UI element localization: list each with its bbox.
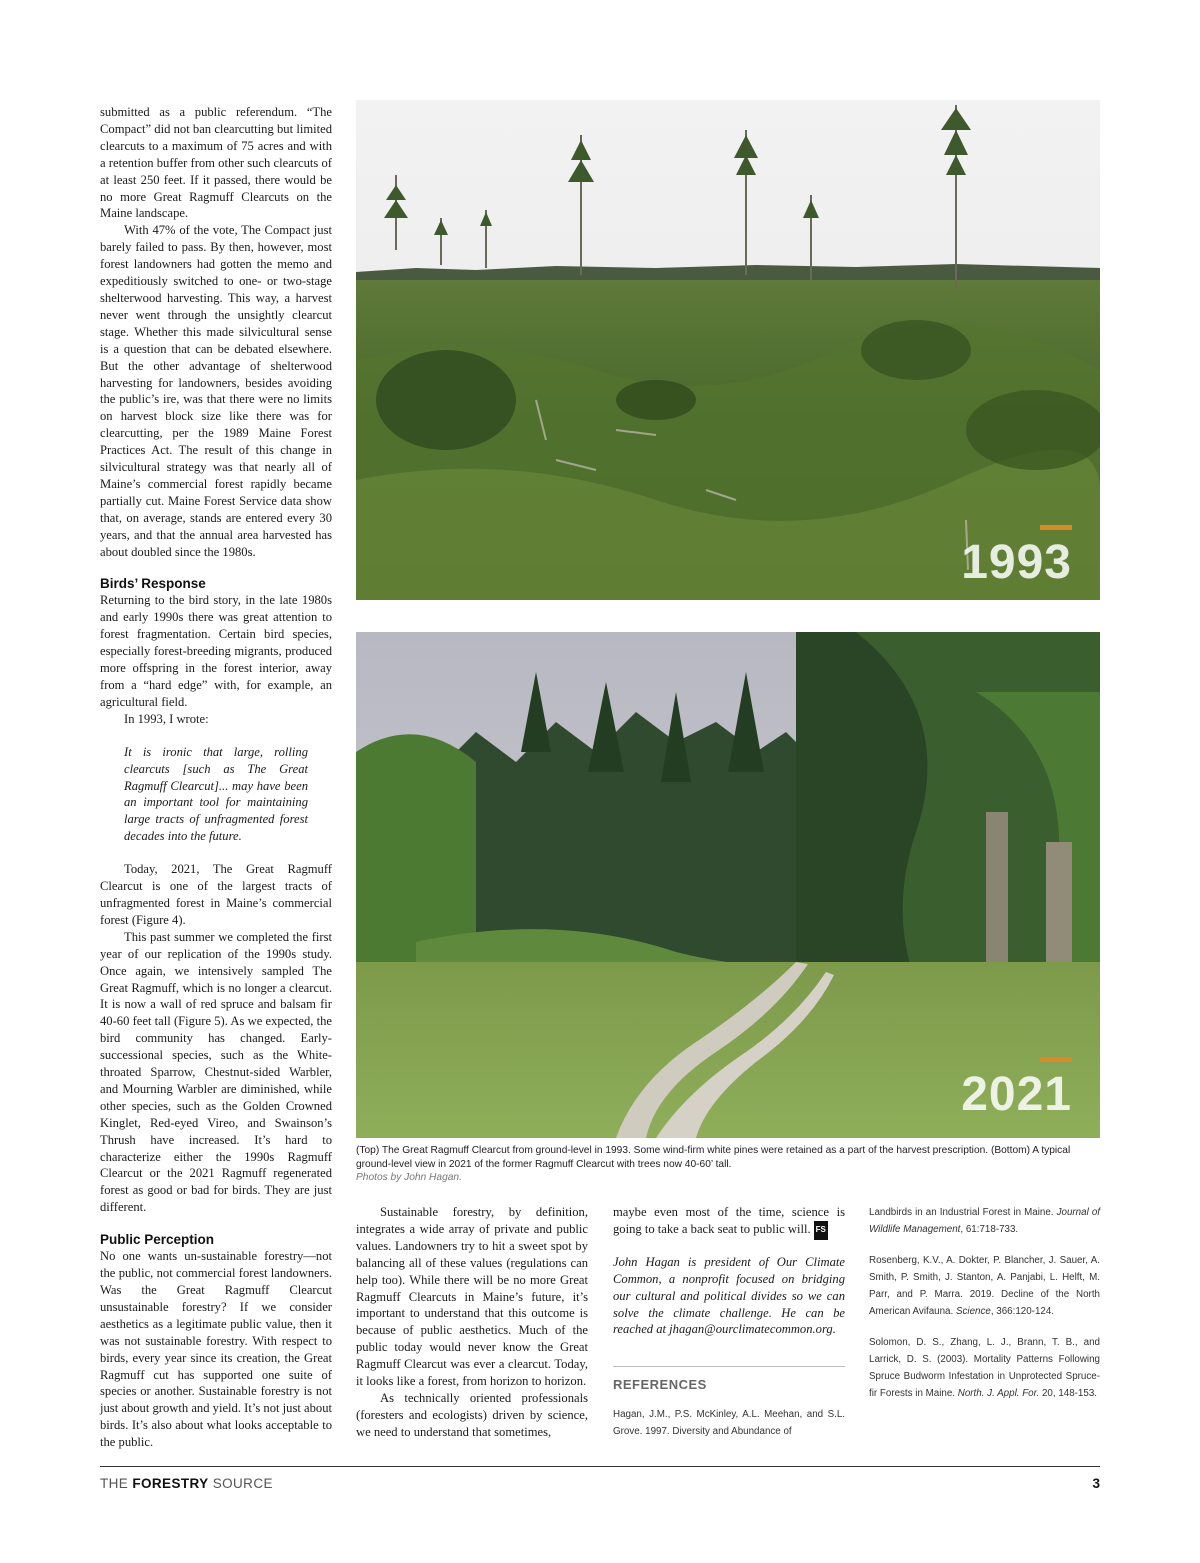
block-quote: It is ironic that large, rolling clearcuts [such as The Great Ragmuff Clearcut]... may have been an important tool for maintaining large tracts of unfragmented forest decades into the future. — [124, 744, 308, 844]
year-label-2021: 2021 — [961, 1068, 1072, 1121]
year-accent-bar — [1040, 1057, 1072, 1062]
references-heading: REFERENCES — [613, 1366, 845, 1392]
reference-text: , 61:718-733. — [960, 1224, 1019, 1235]
publication-name-forestry: FORESTRY — [132, 1476, 209, 1491]
page-number: 3 — [1092, 1476, 1100, 1491]
year-accent-bar — [1040, 525, 1072, 530]
middle-column — [356, 1204, 588, 1441]
clearcut-landscape-image — [356, 100, 1100, 600]
reference-journal: Journal of Wildlife Management — [869, 1207, 1100, 1235]
photo-credit: Photos by John Hagan. — [356, 1172, 462, 1183]
reference-item — [869, 1334, 1100, 1402]
photo-1993-clearcut — [356, 100, 1100, 600]
references-column — [869, 1204, 1100, 1416]
body-paragraph: Returning to the bird story, in the late 1980s and early 1990s there was great attention to forest fragmentation. Certain bird species, especially forest-breeding migrants, produced more offspring in the forest interior, away from a “hard edge” with, for example, an agricultural field. — [100, 593, 332, 709]
body-paragraph — [613, 1204, 845, 1240]
footer-divider — [100, 1466, 1100, 1467]
body-paragraph: Today, 2021, The Great Ragmuff Clearcut is one of the largest tracts of unfragmented forest in Maine’s commercial forest (Figure 4). — [100, 862, 332, 927]
body-paragraph: Sustainable forestry, by definition, integrates a wide array of private and public values. Landowners try to hit a sweet spot by balancing all of these values (regulations can help too). While there will be no more Great Ragmuff Clearcuts in Maine’s future, it’s important to understand that this outcome is because of public aesthetics. Much of the public today would never know the Great Ragmuff Clearcut was ever a clearcut. Today, it looks like a forest, from horizon to horizon. — [356, 1205, 588, 1389]
photo-caption — [356, 1144, 1100, 1185]
body-paragraph: In 1993, I wrote: — [124, 711, 209, 726]
closing-sentence: maybe even most of the time, science is going to take a back seat to public will. — [613, 1205, 845, 1236]
body-paragraph: This past summer we completed the first year of our replication of the 1990s study. Once again, we intensively sampled The Great Ragmuff, which is no longer a clearcut. It is now a wall of red spruce and balsam fir 40-60 feet tall (Figure 5). As we expected, the bird community has changed. Early-successional species, such as the White-throated Sparrow, Chestnut-sided Warbler, and Mourning Warbler are diminished, while other species, such as the Golden Crowned Kinglet, Red-eyed Vireo, and Swainson’s Thrush have increased. It’s hard to characterize either the 1990s Ragmuff Clearcut or the 2021 Ragmuff regenerated forest as good or bad for birds. They are just different. — [100, 929, 332, 1215]
reference-journal: Science — [955, 1306, 991, 1317]
body-paragraph: As technically oriented professionals (foresters and ecologists) driven by science, we need to understand that sometimes, — [356, 1390, 588, 1439]
fs-end-mark: FS — [814, 1221, 828, 1240]
reference-item: Hagan, J.M., P.S. McKinley, A.L. Meehan, and S.L. Grove. 1997. Diversity and Abundance of — [613, 1409, 845, 1438]
reference-text: Landbirds in an Industrial Forest in Maine. — [869, 1207, 1054, 1218]
section-heading-birds: Birds’ Response — [100, 576, 206, 592]
left-column — [100, 104, 332, 1451]
section-heading-public: Public Perception — [100, 1232, 215, 1248]
publication-name-the: THE — [100, 1476, 133, 1491]
reference-text: Rosenberg, K.V., A. Dokter, P. Blancher, J. Sauer, A. Smith, P. Smith, J. Stanton, A. Panjabi, L. Helft, M. Parr, and P. Marra. 2019. Decline of the North American Avifauna. — [869, 1255, 1100, 1317]
photo-2021-forest — [356, 632, 1100, 1138]
right-column — [613, 1204, 845, 1454]
body-paragraph: With 47% of the vote, The Compact just barely failed to pass. By then, however, most forest landowners had gotten the memo and expeditiously switched to one- or two-stage shelterwood harvesting. This way, a harvest never went through the unsightly clearcut stage. Whether this made silvicultural sense is a question that can be debated elsewhere. But the other advantage of shelterwood harvesting for landowners, besides avoiding the public’s ire, was that there were no limits on harvest block size like there was for clearcutting, per the 1989 Maine Forest Practices Act. The result of this change in silvicultural strategy was that nearly all of Maine’s commercial forest rapidly became partially cut. Maine Forest Service data show that, on average, stands are entered every 30 years, and that the annual area harvested has about doubled since the 1980s. — [100, 223, 332, 559]
body-paragraph: No one wants un-sustainable forestry—not the public, not commercial forest landowners. Was the Great Ragmuff Clearcut unsustainable forestry? If we consider aesthetics as a legitimate public value, then it was not sustainable forestry. With respect to birds, every year since its creation, the Great Ragmuff cut has supported one suite of species or another. Sustainable forestry is not just about growth and yield. It’s not just about birds. It’s also about what looks acceptable to the public. — [100, 1249, 332, 1450]
author-bio: John Hagan is president of Our Climate Common, a nonprofit focused on bridging our cultural and political divides so we can solve the climate challenge. He can be reached at jhagan@ourclimatecommon.org. — [613, 1254, 845, 1337]
reference-journal: North. J. Appl. For. — [957, 1388, 1040, 1399]
regenerated-forest-image — [356, 632, 1100, 1138]
publication-name — [100, 1476, 273, 1491]
year-label-1993: 1993 — [961, 536, 1072, 589]
caption-text: (Top) The Great Ragmuff Clearcut from ground-level in 1993. Some wind-firm white pines were retained as a part of the harvest prescription. (Bottom) A typical ground-level view in 2021 of the former Ragmuff Clearcut with trees now 40-60’ tall. — [356, 1145, 1071, 1170]
body-paragraph: submitted as a public referendum. “The Compact” did not ban clearcutting but limited clearcuts to a maximum of 75 acres and with a retention buffer from other such clearcuts of at least 250 feet. If it passed, there would be no more Great Ragmuff Clearcuts on the Maine landscape. — [100, 105, 332, 221]
reference-text: Solomon, D. S., Zhang, L. J., Brann, T. B., and Larrick, D. S. (2003). Mortality Patterns Following Spruce Budworm Infestation in Unprotected Spruce-fir Forests in Maine. — [869, 1337, 1100, 1399]
reference-item — [869, 1204, 1100, 1238]
reference-text: , 366:120-124. — [990, 1306, 1055, 1317]
reference-item — [869, 1252, 1100, 1320]
reference-text: 20, 148-153. — [1039, 1388, 1097, 1399]
publication-name-source: SOURCE — [208, 1476, 273, 1491]
